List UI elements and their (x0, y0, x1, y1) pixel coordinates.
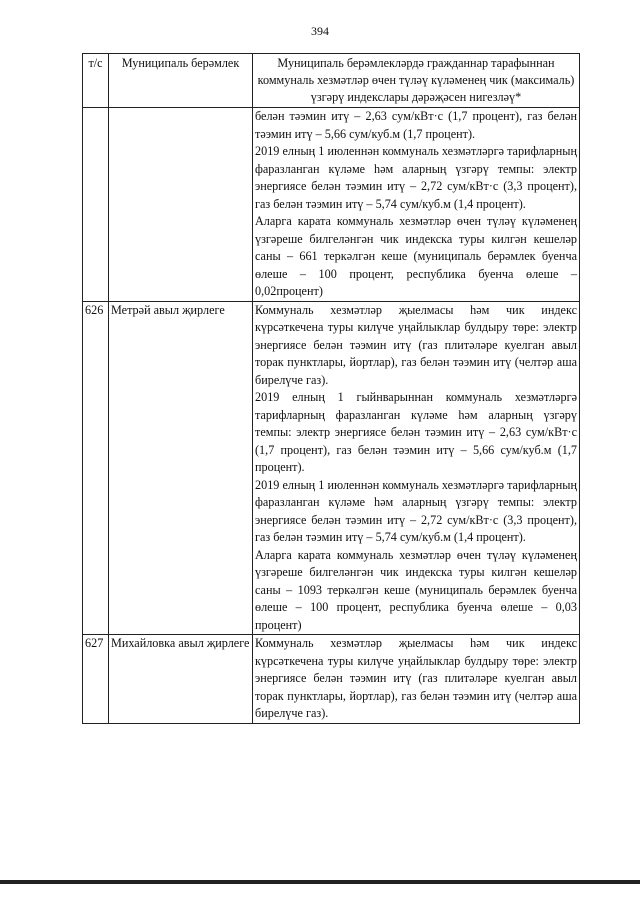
description-paragraph: Аларга карата коммуналь хезмәтләр өчен түләү күләменең үзгәреше билгеләнгән чик индекска туры килгән кешеләр саны – 1093 теркәлгән кеше (муниципаль берәмлек буенча өлеше – 100 процент, республика буенча өлеше – 0,03 процент) (255, 547, 577, 632)
page-number: 394 (311, 24, 329, 38)
row-number: 626 (83, 301, 109, 635)
header-number: т/с (83, 54, 109, 108)
header-basis: Муниципаль берәмлекләрдә гражданнар тарафыннан коммуналь хезмәтләр өчен түләү күләменең чик (максималь) үзгәрү индекслары дәрәҗәсен нигезләү* (253, 54, 580, 108)
row-description (253, 301, 580, 635)
row-municipality: Метрәй авыл җирлеге (109, 301, 253, 635)
row-municipality: Михайловка авыл җирлеге (109, 635, 253, 724)
row-number (83, 108, 109, 302)
municipal-tariff-table (82, 53, 580, 724)
description-paragraph: 2019 елның 1 июленнән коммуналь хезмәтләргә тарифларның фаразланган күләме һәм аларның үзгәрү темпы: электр энергиясе белән тәэмин итү – 2,72 сум/кВт·с (3,3 процент), газ белән тәэмин итү – 5,74 сум/куб.м (1,4 процент). (255, 477, 577, 544)
header-municipality: Муниципаль берәмлек (109, 54, 253, 108)
table-header-row (83, 54, 580, 108)
table-row (83, 108, 580, 302)
row-municipality (109, 108, 253, 302)
table-row (83, 635, 580, 724)
description-paragraph: 2019 елның 1 июленнән коммуналь хезмәтләргә тарифларның фаразланган күләме һәм аларның үзгәрү темпы: электр энергиясе белән тәэмин итү – 2,72 сум/кВт·с (3,3 процент), газ белән тәэмин итү – 5,74 сум/куб.м (1,4 процент). (255, 144, 577, 211)
row-description (253, 108, 580, 302)
description-paragraph: 2019 елның 1 гыйнварыннан коммуналь хезмәтләргә тарифларның фаразланган күләме һәм аларның үзгәрү темпы: электр энергиясе белән тәэмин итү – 2,63 сум/кВт·с (1,7 процент), газ белән тәэмин итү – 5,66 сум/куб.м (1,7 процент). (255, 390, 577, 474)
description-paragraph: белән тәэмин итү – 2,63 сум/кВт·с (1,7 процент), газ белән тәэмин итү – 5,66 сум/куб.м (1,7 процент). (255, 109, 577, 141)
row-number: 627 (83, 635, 109, 724)
description-paragraph: Коммуналь хезмәтләр җыелмасы һәм чик индекс күрсәткечена туры килүче уңайлыклар булдыру төре: электр энергиясе белән тәэмин итү (газ плитәләре куелган авыл торак пунктлары, йортлар), газ белән тәэмин итү (челтәр аша бирелүче газ). (255, 636, 577, 720)
description-paragraph: Коммуналь хезмәтләр җыелмасы һәм чик индекс күрсәткечена туры килүче уңайлыклар булдыру төре: электр энергиясе белән тәэмин итү (газ плитәләре куелган авыл торак пунктлары, йортлар), газ белән тәэмин итү (челтәр аша бирелүче газ). (255, 302, 577, 387)
row-description (253, 635, 580, 724)
table-row (83, 301, 580, 635)
scan-bottom-edge (0, 880, 640, 884)
description-paragraph: Аларга карата коммуналь хезмәтләр өчен түләү күләменең үзгәреше билгеләнгән чик индекска туры килгән кешеләр саны – 661 теркәлгән кеше (муниципаль берәмлек буенча өлеше – 100 процент, республика буенча өлеше – 0,02процент) (255, 214, 577, 298)
